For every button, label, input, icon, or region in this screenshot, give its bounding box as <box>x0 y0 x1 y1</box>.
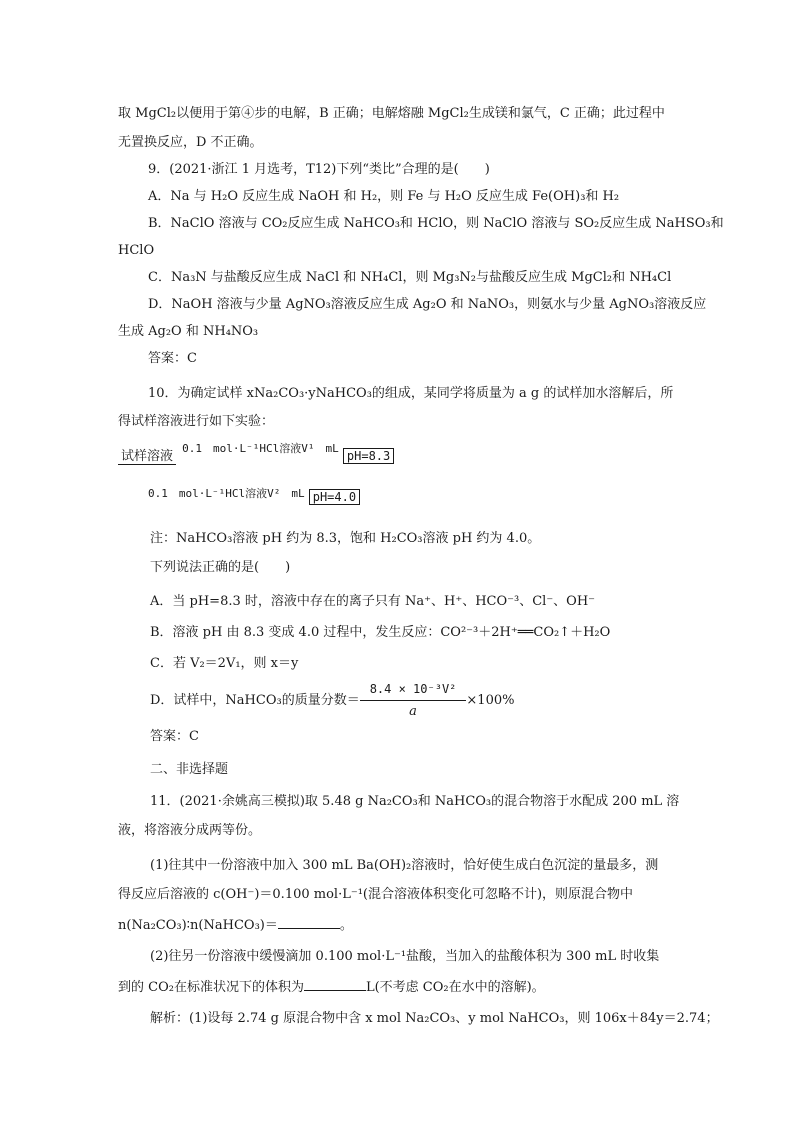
flow-1-result: pH=8.3 <box>343 448 394 464</box>
q11-part1-line-3-end: 。 <box>339 918 353 933</box>
q10-answer: 答案：C <box>150 729 199 744</box>
section-heading: 二、非选择题 <box>150 762 229 777</box>
q10-flow-2 <box>148 487 360 508</box>
q11-stem-line-2: 液，将溶液分成两等份。 <box>118 823 262 838</box>
answer-blank-1[interactable] <box>278 914 340 929</box>
mass-fraction-formula <box>360 680 467 721</box>
q10-prompt: 下列说法正确的是( ) <box>150 560 291 575</box>
intro-line-2: 无置换反应，D 不正确。 <box>118 135 263 150</box>
q11-stem-line-1: 11．(2021·余姚高三模拟)取 5.48 g Na₂CO₃和 NaHCO₃的混合物溶于水配成 200 mL 溶 <box>150 794 680 809</box>
q10-option-b: B．溶液 pH 由 8.3 变成 4.0 过程中，发生反应：CO²⁻³＋2H⁺══CO₂↑＋H₂O <box>150 625 611 640</box>
q9-option-b-line-2: HClO <box>118 243 155 258</box>
q11-part1-line-2: 得反应后溶液的 c(OH⁻)＝0.100 mol·L⁻¹(混合溶液体积变化可忽略不计)，则原混合物中 <box>118 887 634 902</box>
flow-2-reagent: 0.1 mol·L⁻¹HCl溶液V² mL <box>148 487 305 500</box>
q9-stem: 9．(2021·浙江 1 月选考，T12)下列“类比”合理的是( ) <box>148 162 490 177</box>
flow-1-reagent: 0.1 mol·L⁻¹HCl溶液V¹ mL <box>182 442 339 455</box>
q9-option-c: C．Na₃N 与盐酸反应生成 NaCl 和 NH₄Cl，则 Mg₃N₂与盐酸反应生成 MgCl₂和 NH₄Cl <box>148 270 672 285</box>
fraction-denominator: a <box>409 704 417 719</box>
q9-option-a: A．Na 与 H₂O 反应生成 NaOH 和 H₂，则 Fe 与 H₂O 反应生成 Fe(OH)₃和 H₂ <box>148 189 620 204</box>
q10-stem-line-2: 得试样溶液进行如下实验： <box>118 414 275 429</box>
q10-option-a: A．当 pH=8.3 时，溶液中存在的离子只有 Na⁺、H⁺、HCO⁻³、Cl⁻、OH⁻ <box>150 594 596 609</box>
flow-2-result: pH=4.0 <box>309 489 360 505</box>
q9-answer: 答案：C <box>148 351 197 366</box>
answer-blank-2[interactable] <box>304 976 366 991</box>
fraction-numerator: 8.4 × 10⁻³V² <box>360 680 467 701</box>
q11-part2-line-1: (2)往另一份溶液中缓慢滴加 0.100 mol·L⁻¹盐酸，当加入的盐酸体积为 300 mL 时收集 <box>150 949 660 964</box>
flow-sample-box: 试样溶液 <box>118 449 176 465</box>
q11-part2-line-2-end: L(不考虑 CO₂在水中的溶解)。 <box>365 980 545 995</box>
q10-flow-1 <box>118 442 394 467</box>
q10-option-d-suffix: ×100% <box>466 693 515 708</box>
intro-line-1: 取 MgCl₂以便用于第④步的电解，B 正确；电解熔融 MgCl₂生成镁和氯气，C 正确；此过程中 <box>118 106 665 121</box>
q11-analysis: 解析：(1)设每 2.74 g 原混合物中含 x mol Na₂CO₃、y mol NaHCO₃，则 106x＋84y＝2.74； <box>150 1011 719 1026</box>
q9-option-d-line-2: 生成 Ag₂O 和 NH₄NO₃ <box>118 324 259 339</box>
q10-note: 注：NaHCO₃溶液 pH 约为 8.3，饱和 H₂CO₃溶液 pH 约为 4.0。 <box>150 531 541 546</box>
q9-option-b-line-1: B．NaClO 溶液与 CO₂反应生成 NaHCO₃和 HClO，则 NaClO 溶液与 SO₂反应生成 NaHSO₃和 <box>148 216 724 231</box>
q10-stem-line-1: 10．为确定试样 xNa₂CO₃·yNaHCO₃的组成，某同学将质量为 a g 的试样加水溶解后，所 <box>148 386 674 401</box>
q11-part2-line-2 <box>118 976 545 998</box>
q10-option-d-prefix: D．试样中，NaHCO₃的质量分数＝ <box>150 693 360 708</box>
q10-option-c: C．若 V₂＝2V₁，则 x＝y <box>150 656 299 671</box>
q10-option-d <box>150 680 514 721</box>
q11-part2-line-2-text: 到的 CO₂在标准状况下的体积为 <box>118 980 304 995</box>
q11-part1-line-3-text: n(Na₂CO₃)∶n(NaHCO₃)＝ <box>118 918 278 933</box>
q9-option-d-line-1: D．NaOH 溶液与少量 AgNO₃溶液反应生成 Ag₂O 和 NaNO₃，则氨水与少量 AgNO₃溶液反应 <box>148 297 707 312</box>
q11-part1-line-1: (1)往其中一份溶液中加入 300 mL Ba(OH)₂溶液时，恰好使生成白色沉淀的量最多，测 <box>150 858 659 873</box>
q11-part1-line-3 <box>118 914 353 936</box>
